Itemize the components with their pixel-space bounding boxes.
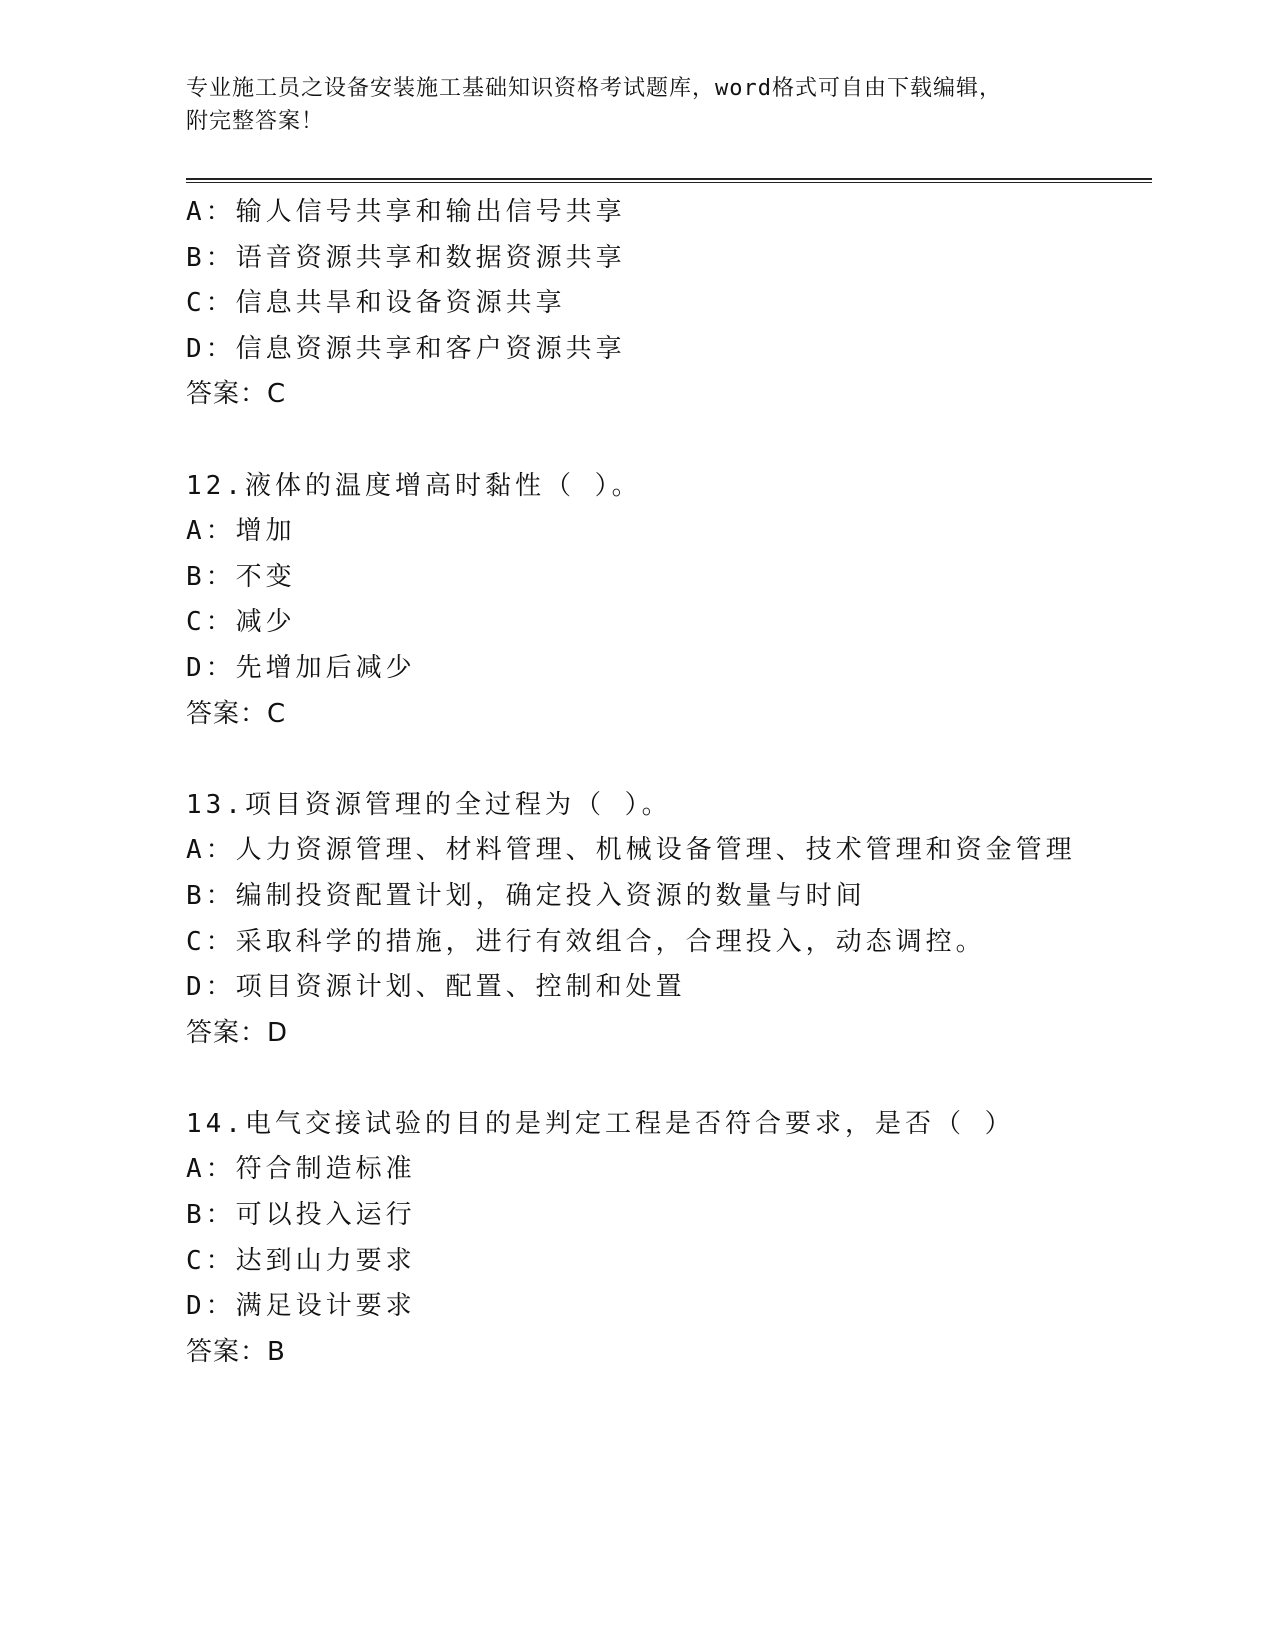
answer: 答案：B xyxy=(186,1336,286,1367)
option-c: C：达到山力要求 xyxy=(186,1245,416,1276)
question-text: 13.项目资源管理的全过程为（ ）。 xyxy=(186,789,672,820)
option-b: B：编制投资配置计划，确定投入资源的数量与时间 xyxy=(186,880,866,911)
spacer xyxy=(186,737,1152,783)
question-13 xyxy=(186,783,1152,1057)
option-c: C：信息共旱和设备资源共享 xyxy=(186,288,566,319)
option-a: A：人力资源管理、材料管理、机械设备管理、技术管理和资金管理 xyxy=(186,835,1076,866)
option-c: C：减少 xyxy=(186,607,296,638)
question-14 xyxy=(186,1102,1152,1376)
option-b: B：可以投入运行 xyxy=(186,1200,416,1231)
header-line-2: 附完整答案！ xyxy=(186,109,325,134)
option-a: A：增加 xyxy=(186,516,296,547)
question-text: 12.液体的温度增高时黏性（ ）。 xyxy=(186,470,642,501)
option-d: D：项目资源计划、配置、控制和处置 xyxy=(186,972,686,1003)
option-d: D：先增加后减少 xyxy=(186,652,416,683)
option-b: B：不变 xyxy=(186,561,296,592)
question-list xyxy=(186,190,1152,1375)
answer: 答案：D xyxy=(186,1017,289,1048)
question-12 xyxy=(186,464,1152,738)
document-header xyxy=(186,72,1086,138)
option-a: A：输人信号共享和输出信号共享 xyxy=(186,197,626,227)
option-d: D：信息资源共享和客户资源共享 xyxy=(186,333,626,364)
option-b: B：语音资源共享和数据资源共享 xyxy=(186,242,626,273)
header-divider xyxy=(186,178,1152,183)
option-a: A：符合制造标准 xyxy=(186,1154,416,1185)
option-c: C：采取科学的措施，进行有效组合，合理投入，动态调控。 xyxy=(186,926,986,957)
answer: 答案：C xyxy=(186,379,287,410)
question-text: 14.电气交接试验的目的是判定工程是否符合要求，是否（ ） xyxy=(186,1108,1015,1139)
question-11 xyxy=(186,190,1152,418)
spacer xyxy=(186,1056,1152,1102)
spacer xyxy=(186,418,1152,464)
option-d: D：满足设计要求 xyxy=(186,1291,416,1322)
header-line-1: 专业施工员之设备安装施工基础知识资格考试题库，word格式可自由下载编辑， xyxy=(186,76,1002,101)
answer: 答案：C xyxy=(186,698,287,729)
